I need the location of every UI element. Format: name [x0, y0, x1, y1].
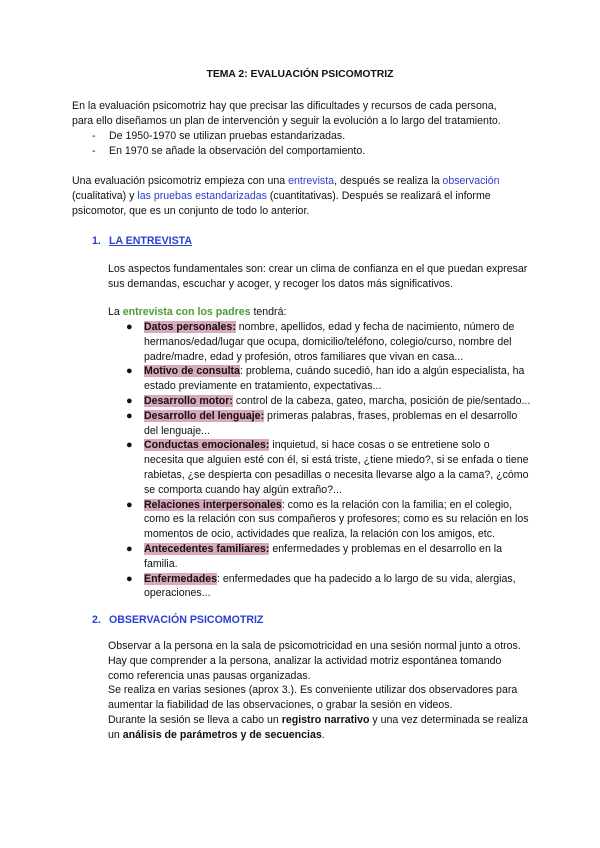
intro-line-1: En la evaluación psicomotriz hay que precisar las dificultades y recursos de cada persona,: [72, 100, 497, 112]
section-2-heading[interactable]: 2. OBSERVACIÓN PSICOMOTRIZ: [92, 614, 264, 626]
list-item: ● Relaciones interpersonales: como es la relación con la familia; en el colegio, como es la relación con sus compañeros y profesores; como es su relación en los momentos de ocio, actividades que realiza, la relación con los amigos, etc.: [126, 498, 529, 541]
list-item: ● Enfermedades: enfermedades que ha padecido a lo largo de su vida, alergias, operaciones...: [126, 572, 516, 600]
list-item: ● Antecedentes familiares: enfermedades y problemas en el desarrollo en la familia.: [126, 542, 503, 570]
section-1-heading[interactable]: 1. LA ENTREVISTA: [92, 235, 192, 247]
list-item: ● Desarrollo del lenguaje: primeras palabras, frases, problemas en el desarrollo del lenguaje...: [126, 409, 518, 437]
interview-items-list: [126, 320, 532, 601]
evaluation-paragraph: Una evaluación psicomotriz empieza con una entrevista, después se realiza la observación (cualitativa) y las pruebas estandarizadas (cuantitativas). Después se realizará el informe psicomotor, que es un conjunto de todo lo anterior.: [72, 175, 500, 217]
section-1-paragraph: Los aspectos fundamentales son: crear un clima de confianza en el que puedan expresar sus demandas, escuchar y acoger, y recoger los datos más significativos.: [108, 263, 528, 290]
list-item: - En 1970 se añade la observación del comportamiento.: [92, 144, 366, 157]
list-item: ● Desarrollo motor: control de la cabeza, gateo, marcha, posición de pie/sentado...: [126, 394, 531, 407]
link-entrevista[interactable]: entrevista: [288, 175, 335, 187]
section-2-body: [108, 639, 528, 743]
parents-interview-highlight: entrevista con los padres: [122, 306, 251, 318]
intro-paragraph: [72, 99, 532, 129]
list-item: ● Datos personales: nombre, apellidos, edad y fecha de nacimiento, número de hermanos/edad/lugar que ocupa, domicilio/teléfono, colegio/curso, nombre del padre/madre, edad y profesión, otros familiares que vivan en casa...: [126, 321, 515, 363]
section-2-paragraph-1: Observar a la persona en la sala de psicomotricidad en una sesión normal junto a otros. Hay que comprender a la persona, analizar la actividad motriz espontánea tomando como referencia unas pausas organizadas.: [108, 640, 521, 682]
link-observacion[interactable]: observación: [442, 175, 500, 187]
list-item: ● Conductas emocionales: inquietud, si hace cosas o se entretiene solo o necesita que alguien esté con él, si está triste, ¿tiene miedo?, si se enfada o tiene rabietas, ¿se despierta con pesadillas o necesita llevarse algo a la cama?, ¿cómo se comporta cuando hay algún extraño?...: [126, 439, 529, 496]
link-pruebas[interactable]: las pruebas estandarizadas: [137, 189, 267, 202]
section-2-paragraph-2: Se realiza en varias sesiones (aprox 3.). Es conveniente utilizar dos observadores para aumentar la fiabilidad de las observaciones, o grabar la sesión en videos.: [108, 684, 518, 712]
parents-interview-line: La entrevista con los padres tendrá:: [108, 306, 287, 318]
list-item: ● Motivo de consulta: problema, cuándo sucedió, han ido a algún especialista, ha estado previamente en tratamiento, expectativas...: [126, 365, 525, 393]
section-2-paragraph-3: Durante la sesión se lleva a cabo un registro narrativo y una vez determinada se realiza un análisis de parámetros y de secuencias.: [108, 713, 528, 741]
list-item: - De 1950-1970 se utilizan pruebas estandarizadas.: [92, 130, 346, 142]
page-title: TEMA 2: EVALUACIÓN PSICOMOTRIZ: [206, 69, 394, 80]
intro-dash-list: [92, 129, 532, 159]
intro-line-2: para ello diseñamos un plan de intervención y seguir la evolución a lo largo del tratamiento.: [72, 114, 501, 127]
